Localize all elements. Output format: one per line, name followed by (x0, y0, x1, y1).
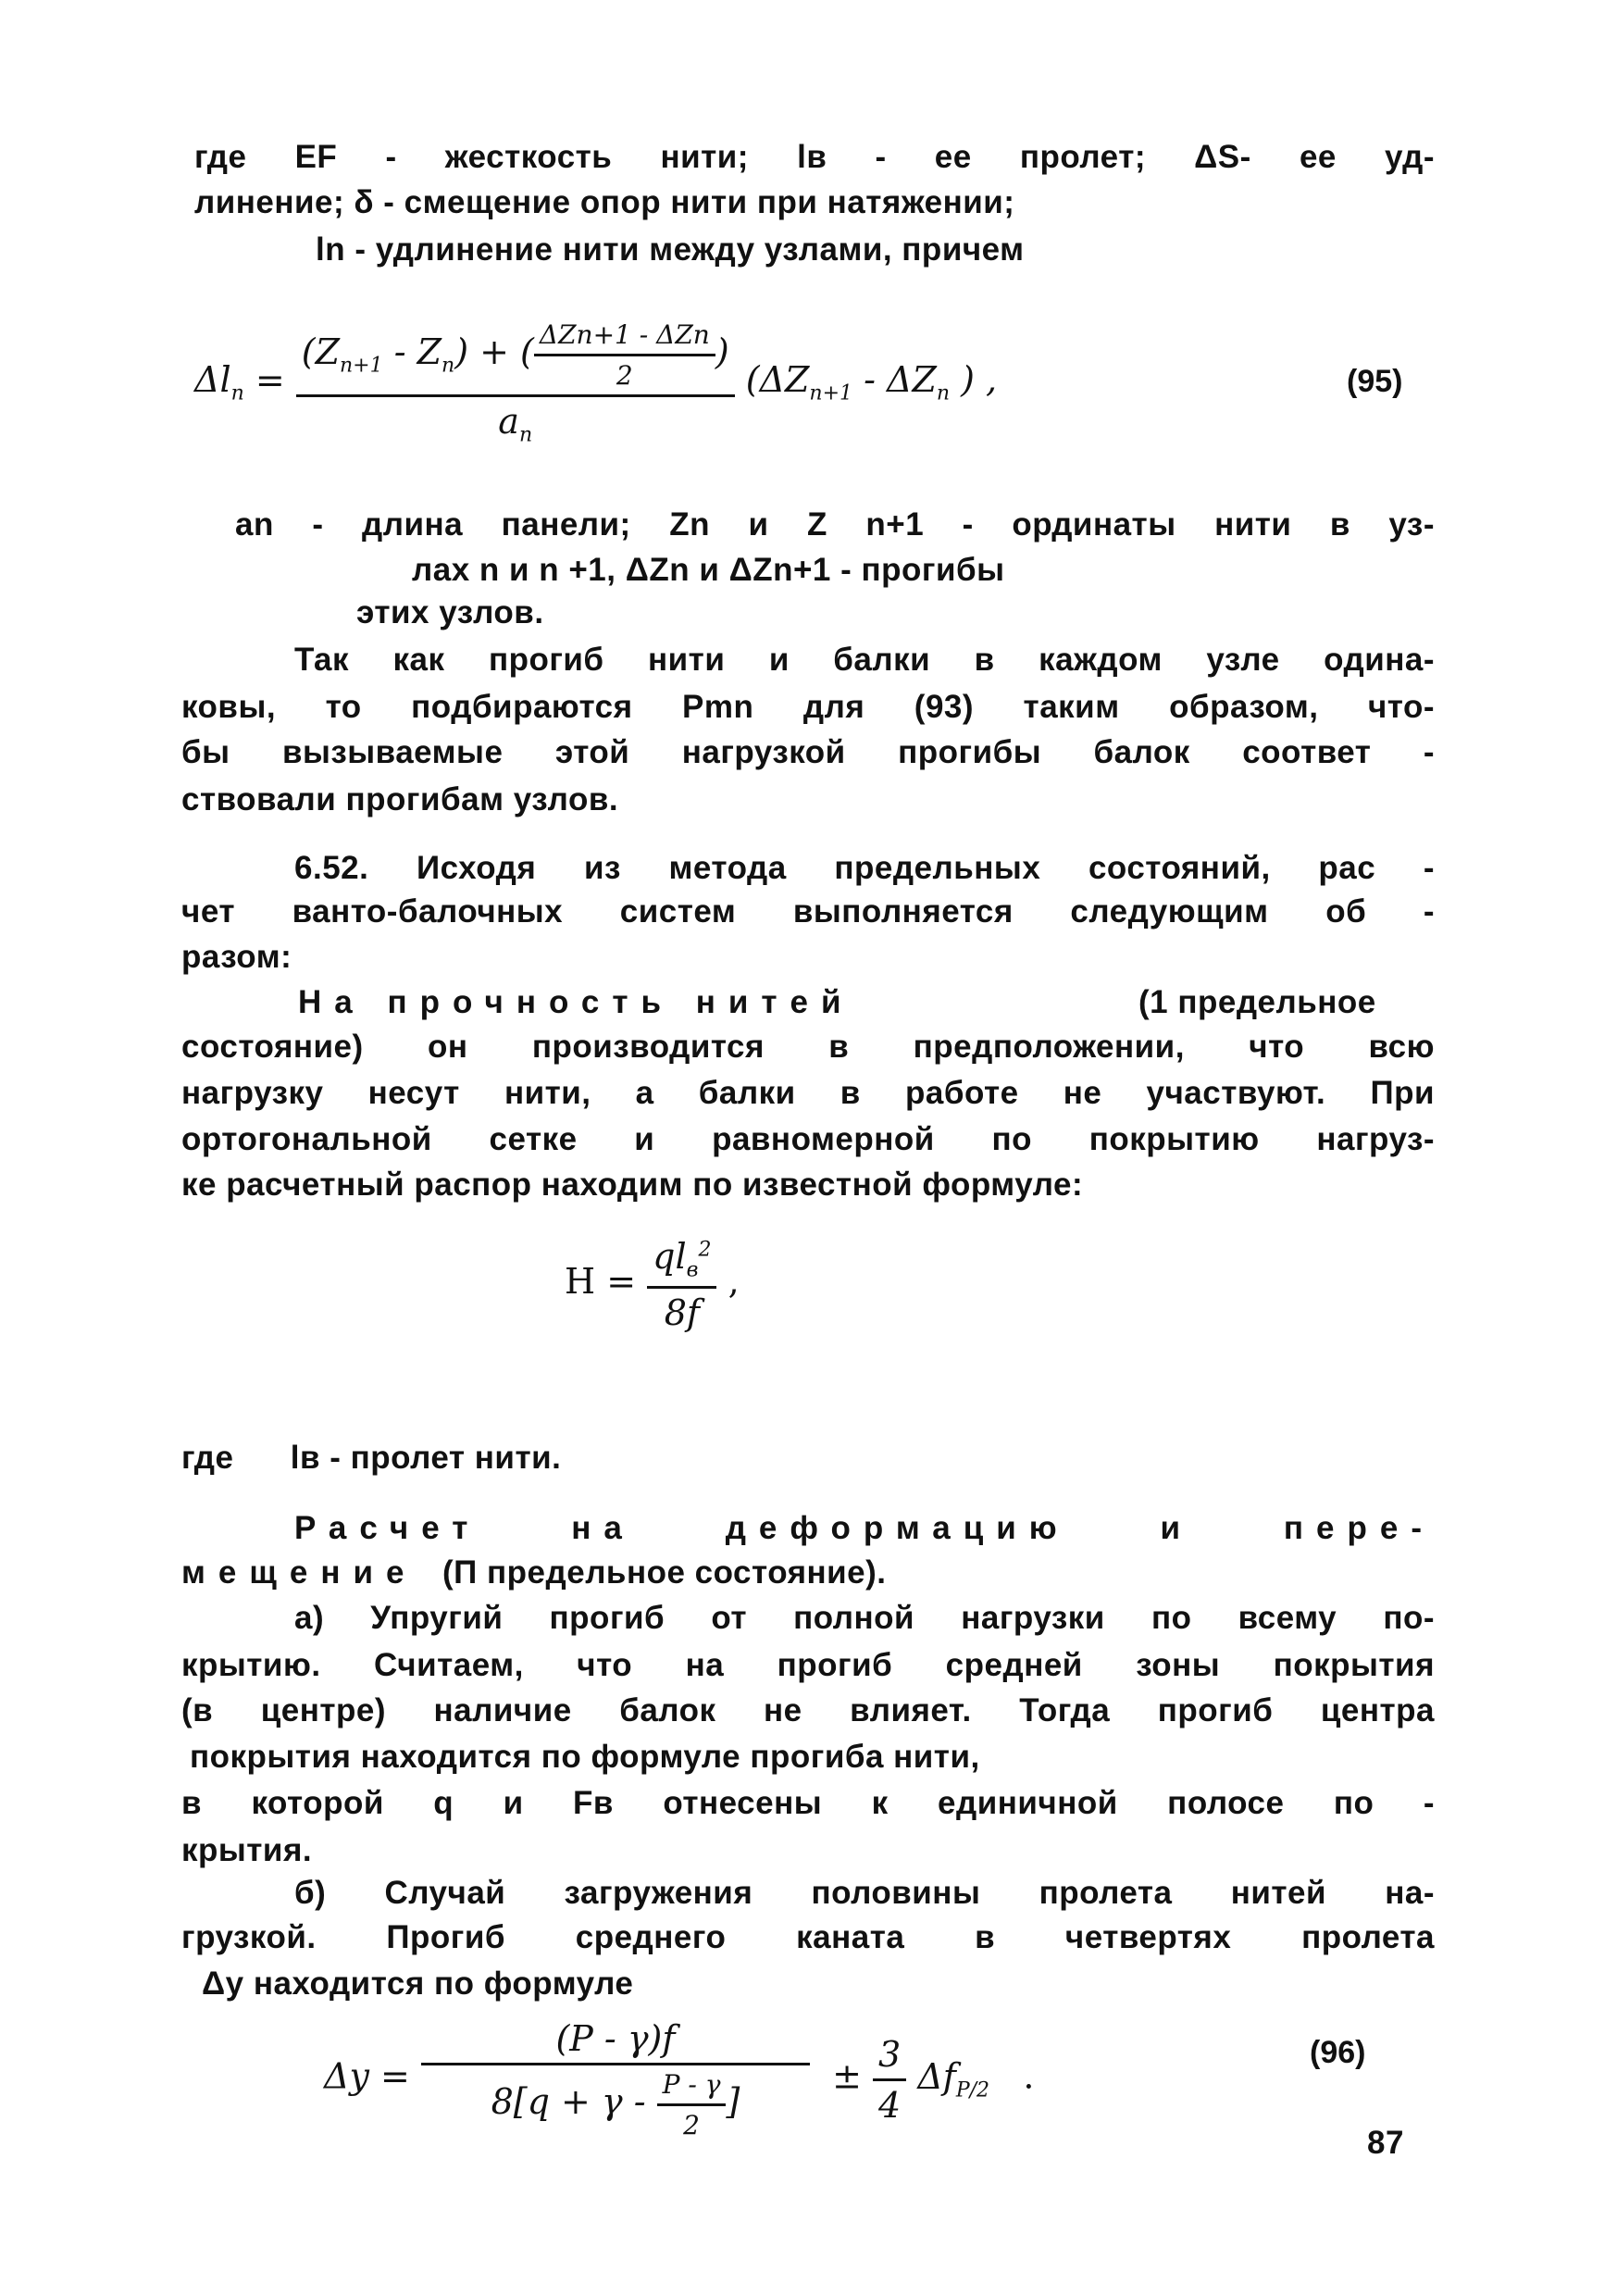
text-line: бы вызываемые этой нагрузкой прогибы балок соответ - (181, 734, 1435, 770)
equation-96: Δy = (P - γ)f 8[q + γ - $\frac{P - \gamma}{2}$ ] ± $\frac{3}{4}$ $\Delta f_{P/2}$ . (324, 2018, 1035, 2140)
text-line: этих узлов. (356, 594, 544, 630)
page-number: 87 (1367, 2125, 1404, 2161)
text-line: an - длина панели; Zn и Z n+1 - ординаты нити в уз- (235, 506, 1435, 543)
text-line: линение; δ - смещение опор нити при натяжении; (194, 184, 1015, 220)
text-line: (П предельное состояние). (442, 1554, 887, 1591)
text-line: ке расчетный распор находим по известной формуле: (181, 1167, 1084, 1203)
equation-number: (96) (1310, 2035, 1366, 2070)
text-line: Δy находится по формуле (202, 1965, 634, 2002)
text-line: грузкой. Прогиб среднего каната в четвертях пролета (181, 1919, 1435, 1955)
text-line: а) Упругий прогиб от полной нагрузки по всему по- (294, 1600, 1435, 1636)
text-line: крытию. Считаем, что на прогиб средней зоны покрытия (181, 1647, 1435, 1683)
text-line: где lв - пролет нити. (181, 1440, 562, 1476)
text-line: разом: (181, 939, 292, 975)
equation-h: H = $\frac{ql_в^2}{8f}$ , (565, 1236, 740, 1333)
text-line: ковы, то подбираются Pmn для (93) таким образом, что- (181, 689, 1435, 725)
spaced-heading: Расчет на деформацию и пере- (294, 1510, 1435, 1546)
text-line: где EF - жесткость нити; lв - ее пролет; ΔS- ее уд- (194, 139, 1435, 175)
text-line: состояние) он производится в предположении, что всю (181, 1029, 1435, 1065)
text-line: ln - удлинение нити между узлами, причем (316, 231, 1025, 268)
spaced-heading: мещение (181, 1554, 417, 1591)
text-line: (1 предельное (1138, 984, 1376, 1020)
text-line: Так как прогиб нити и балки в каждом узле одина- (294, 642, 1435, 678)
spaced-heading: На прочность нитей (298, 984, 854, 1020)
text-line: ортогональной сетке и равномерной по покрытию нагруз- (181, 1121, 1435, 1157)
text-line: (в центре) наличие балок не влияет. Тогда прогиб центра (181, 1692, 1435, 1728)
equation-95: $\Delta l_n$ = $(Z_{n+1} - Z_n)$ + ( $\frac{\text{ΔZn+1 - ΔZn}}{2}$ ) $a_n$ ($\Delta Z_{n+1} - \Delta Z_n$ ) , (194, 319, 998, 447)
text-line: покрытия находится по формуле прогиба нити, (190, 1739, 980, 1775)
text-line: 6.52. Исходя из метода предельных состояний, рас - (294, 850, 1435, 886)
eq-lhs: $\Delta l_n$ (194, 359, 244, 406)
text-line: крытия. (181, 1832, 313, 1868)
text-line: чет ванто-балочных систем выполняется следующим об - (181, 893, 1435, 930)
text-line: нагрузку несут нити, а балки в работе не участвуют. При (181, 1075, 1435, 1111)
text-line: ствовали прогибам узлов. (181, 781, 619, 817)
text-line: в которой q и Fв отнесены к единичной полосе по - (181, 1785, 1435, 1821)
text-line: лах n и n +1, ΔZn и ΔZn+1 - прогибы (412, 552, 1005, 588)
eq-fraction: $(Z_{n+1} - Z_n)$ + ( $\frac{\text{ΔZn+1 - ΔZn}}{2}$ ) $a_n$ (296, 319, 735, 447)
equation-number: (95) (1347, 364, 1403, 399)
text-line: б) Случай загружения половины пролета нитей на- (294, 1875, 1435, 1911)
